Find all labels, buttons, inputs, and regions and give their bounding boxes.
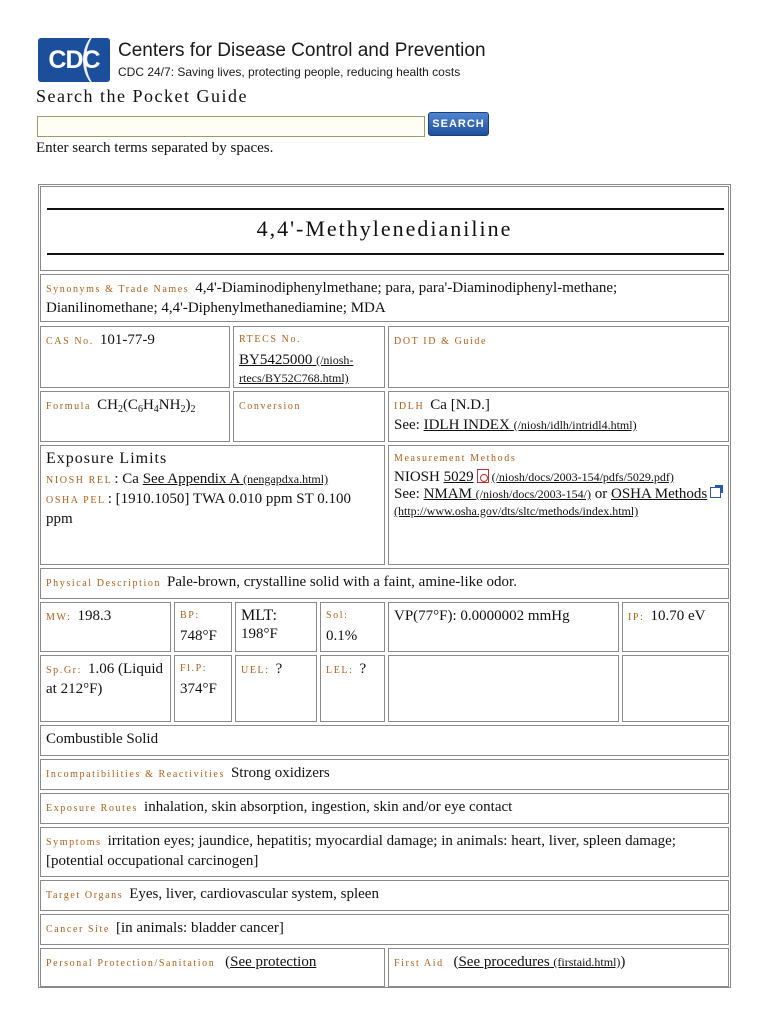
- title-rule-bottom: [47, 253, 724, 255]
- see-procedures-link[interactable]: See procedures (firstaid.html): [458, 954, 621, 970]
- chemical-name: 4,4'-Methylenedianiline: [256, 216, 513, 241]
- target-organs-label: Target Organs: [46, 890, 124, 901]
- mlt-label: MLT:: [241, 607, 277, 624]
- mlt-cell: [235, 602, 317, 652]
- empty-cell-2: [622, 655, 729, 722]
- measurement-niosh-prefix: NIOSH: [394, 469, 440, 485]
- exposure-limits-title: Exposure Limits: [46, 450, 168, 467]
- exposure-routes-value: inhalation, skin absorption, ingestion, skin and/or eye contact: [144, 799, 513, 815]
- cancer-site-value: [in animals: bladder cancer]: [115, 920, 284, 936]
- physical-description-cell: [40, 568, 729, 599]
- rtecs-label: RTECS No.: [239, 334, 302, 345]
- first-aid-prefix: (: [453, 954, 459, 970]
- ip-label: IP:: [628, 612, 645, 623]
- external-link-icon: [710, 487, 721, 498]
- flammability-cell: [40, 725, 729, 756]
- first-aid-label: First Aid: [394, 958, 444, 969]
- pocket-guide-table: [38, 184, 731, 988]
- idlh-value: Ca [N.D.]: [430, 397, 490, 413]
- idlh-index-link[interactable]: IDLH INDEX (/niosh/idlh/intridl4.html): [423, 417, 637, 433]
- synonyms-label: Synonyms & Trade Names: [46, 284, 190, 295]
- cancer-site-label: Cancer Site: [46, 924, 110, 935]
- lel-label: LEL:: [326, 665, 354, 676]
- physical-description-value: Pale-brown, crystalline solid with a faint, amine-like odor.: [167, 574, 517, 590]
- idlh-label: IDLH: [394, 401, 425, 412]
- exposure-routes-label: Exposure Routes: [46, 803, 139, 814]
- search-title: Search the Pocket Guide: [36, 86, 248, 106]
- uel-label: UEL:: [241, 665, 270, 676]
- lel-cell: [320, 655, 385, 722]
- vp-cell: [388, 602, 619, 652]
- symptoms-cell: [40, 827, 729, 877]
- symptoms-value: irritation eyes; jaundice, hepatitis; myocardial damage; in animals: heart, liver, spleen damage; [potential occupational carcinogen]: [46, 833, 676, 869]
- idlh-see: See:: [394, 417, 420, 433]
- bp-label: BP:: [180, 610, 200, 621]
- personal-protection-label: Personal Protection/Sanitation: [46, 958, 216, 969]
- exposure-routes-cell: [40, 793, 729, 824]
- cas-value: 101-77-9: [99, 332, 155, 348]
- search-button[interactable]: SEARCH: [428, 112, 489, 136]
- measurement-methods-cell: [388, 445, 729, 565]
- incompatibilities-cell: [40, 759, 729, 790]
- mw-cell: [40, 602, 171, 652]
- mlt-value: 198°F: [241, 626, 278, 642]
- measurement-see: See:: [394, 486, 420, 502]
- physical-description-label: Physical Description: [46, 578, 162, 589]
- ppe-prefix: (: [225, 954, 231, 970]
- nmam-link[interactable]: NMAM (/niosh/docs/2003-154/): [423, 486, 591, 502]
- measurement-or: or: [594, 486, 608, 502]
- sol-label: Sol:: [326, 610, 349, 621]
- synonyms-cell: [40, 274, 729, 322]
- target-organs-cell: [40, 880, 729, 911]
- search-help-text: Enter search terms separated by spaces.: [36, 140, 274, 156]
- ip-cell: [622, 602, 729, 652]
- lel-value: ?: [359, 661, 367, 677]
- vp-value: VP(77°F): 0.0000002 mmHg: [394, 608, 570, 624]
- exposure-limits-cell: [40, 445, 385, 565]
- incompatibilities-value: Strong oxidizers: [230, 765, 330, 781]
- rtecs-cell: [233, 326, 385, 388]
- bp-cell: [174, 602, 232, 652]
- pdf-icon: [477, 469, 489, 483]
- formula-label: Formula: [46, 401, 92, 412]
- formula-cell: [40, 391, 230, 442]
- cancer-site-cell: [40, 914, 729, 945]
- dot-label: DOT ID & Guide: [394, 336, 488, 347]
- niosh-rel-label: NIOSH REL: [46, 475, 113, 486]
- target-organs-value: Eyes, liver, cardiovascular system, spleen: [129, 886, 379, 902]
- spgr-cell: [40, 655, 171, 722]
- rtecs-link[interactable]: BY5425000 (/niosh-rtecs/BY52C768.html): [239, 352, 354, 385]
- flp-cell: [174, 655, 232, 722]
- chemical-title-cell: [40, 186, 729, 271]
- osha-pel-label: OSHA PEL: [46, 495, 106, 506]
- flammability-value: Combustible Solid: [46, 731, 159, 747]
- niosh-5029-link[interactable]: 5029 (/niosh/docs/2003-154/pdfs/5029.pdf): [443, 469, 674, 485]
- uel-cell: [235, 655, 317, 722]
- cas-label: CAS No.: [46, 336, 94, 347]
- conversion-cell: [233, 391, 385, 442]
- cdc-header: [38, 38, 498, 84]
- appendix-a-link[interactable]: See Appendix A (nengapdxa.html): [142, 471, 329, 487]
- uel-value: ?: [275, 661, 283, 677]
- dot-cell: [388, 326, 729, 388]
- empty-cell-1: [388, 655, 619, 722]
- ip-value: 10.70 eV: [650, 608, 706, 624]
- org-name[interactable]: Centers for Disease Control and Prevention: [118, 40, 486, 61]
- measurement-label: Measurement Methods: [394, 453, 517, 464]
- first-aid-suffix: ): [620, 954, 626, 970]
- title-rule-top: [47, 208, 724, 210]
- see-protection-link[interactable]: See protection: [230, 954, 317, 970]
- sol-cell: [320, 602, 385, 652]
- symptoms-label: Symptoms: [46, 837, 102, 848]
- sol-value: 0.1%: [326, 628, 358, 644]
- mw-label: MW:: [46, 612, 72, 623]
- flp-label: Fl.P:: [180, 663, 208, 674]
- spgr-value: 1.06 (Liquid at 212°F): [46, 661, 163, 697]
- personal-protection-cell: [40, 948, 385, 987]
- idlh-cell: [388, 391, 729, 442]
- conversion-label: Conversion: [239, 401, 302, 412]
- osha-pel-value: : [1910.1050] TWA 0.010 ppm ST 0.100 ppm: [46, 491, 351, 527]
- osha-methods-link[interactable]: OSHA Methods (http://www.osha.gov/dts/sltc/methods/index.html): [394, 486, 721, 519]
- first-aid-cell: [388, 948, 729, 987]
- search-input[interactable]: [37, 116, 425, 137]
- org-tagline: CDC 24/7: Saving lives, protecting people, reducing health costs: [118, 65, 461, 79]
- bp-value: 748°F: [180, 628, 217, 644]
- cdc-logo[interactable]: CDC: [38, 38, 110, 82]
- cas-cell: [40, 326, 230, 388]
- incompatibilities-label: Incompatibilities & Reactivities: [46, 769, 225, 780]
- mw-value: 198.3: [77, 608, 112, 624]
- flp-value: 374°F: [180, 681, 217, 697]
- synonyms-value: 4,4'-Diaminodiphenylmethane; para, para'-Diaminodiphenyl-methane; Dianilinomethane; 4,4'-Diphenylmethanediamine; MDA: [46, 280, 618, 316]
- niosh-rel-prefix: : Ca: [114, 471, 139, 487]
- formula-value: $CH_2(C_6H_4NH_2)_2$: [97, 397, 196, 415]
- spgr-label: Sp.Gr:: [46, 665, 82, 676]
